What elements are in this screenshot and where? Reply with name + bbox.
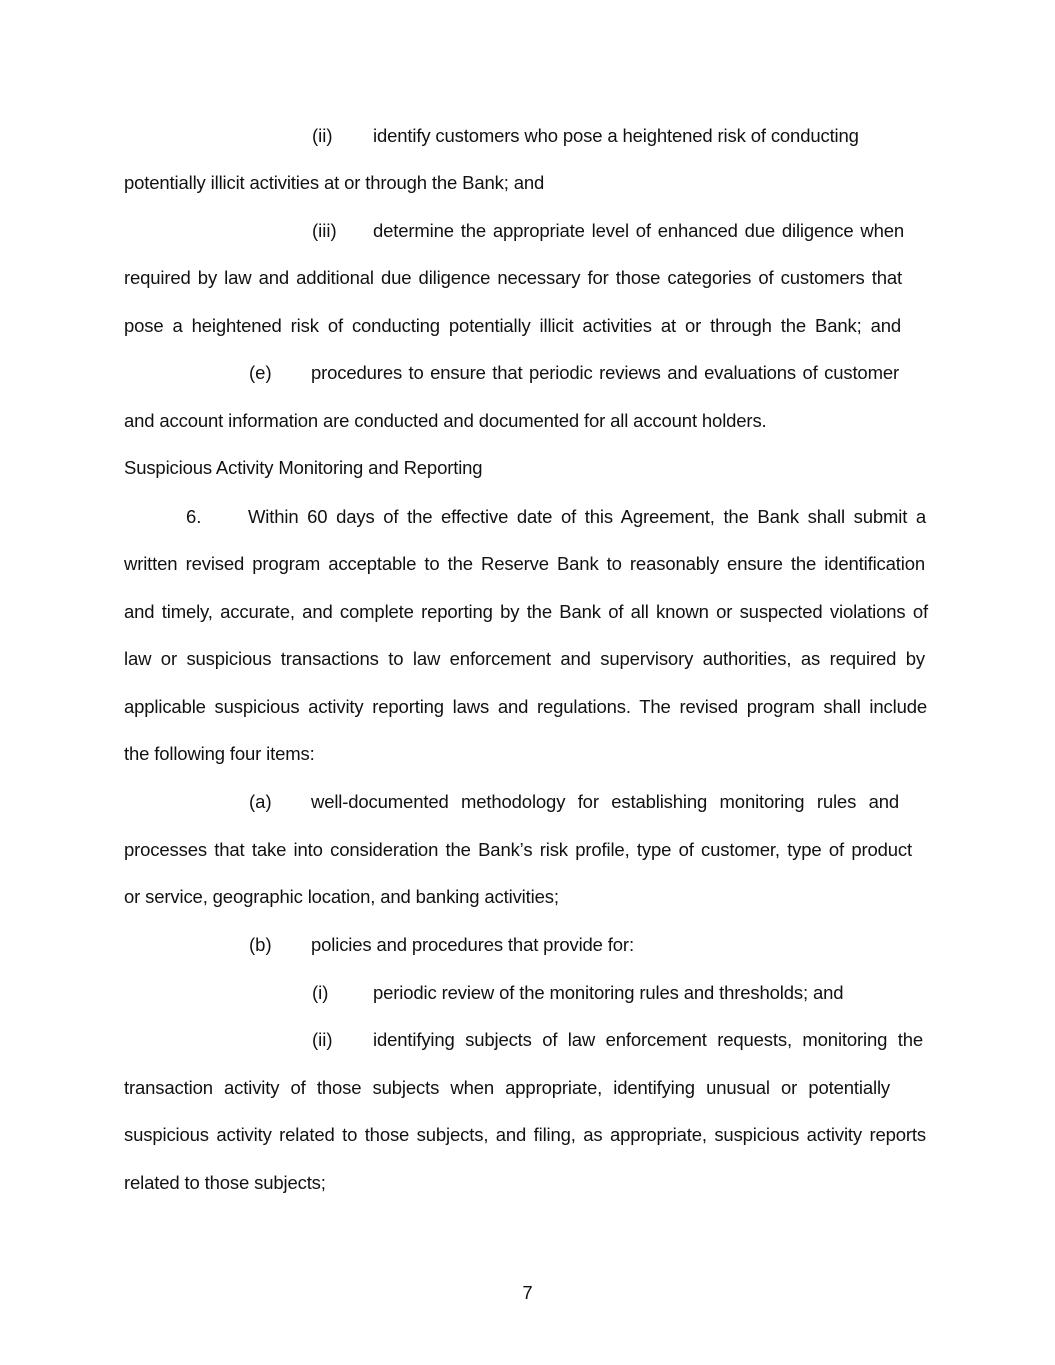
list-marker-e: (e)	[249, 362, 272, 383]
item-b-ii-line-1: identifying subjects of law enforcement requests, monitoring the	[373, 1029, 923, 1050]
list-marker-d-ii: (ii)	[312, 125, 333, 146]
paragraph-number-6: 6.	[186, 506, 202, 527]
item-d-iii-line-2: required by law and additional due diligence necessary for those categories of customers that	[124, 267, 902, 288]
paragraph-6-line-4: law or suspicious transactions to law enforcement and supervisory authorities, as required by	[124, 648, 925, 669]
item-e-line-2: and account information are conducted and documented for all account holders.	[124, 410, 767, 431]
item-e-line-1: procedures to ensure that periodic reviews and evaluations of customer	[311, 362, 899, 383]
item-b-i-line-1: periodic review of the monitoring rules and thresholds; and	[373, 982, 844, 1003]
item-d-iii-line-1: determine the appropriate level of enhanced due diligence when	[373, 220, 904, 241]
list-marker-a: (a)	[249, 791, 272, 812]
paragraph-6-line-6: the following four items:	[124, 743, 315, 764]
item-a-line-1: well-documented methodology for establishing monitoring rules and	[311, 791, 899, 812]
item-b-ii-line-3: suspicious activity related to those subjects, and filing, as appropriate, suspicious activity reports	[124, 1124, 926, 1145]
paragraph-6-line-2: written revised program acceptable to the Reserve Bank to reasonably ensure the identification	[124, 553, 925, 574]
item-b-ii-line-4: related to those subjects;	[124, 1172, 326, 1193]
item-d-ii-line-2: potentially illicit activities at or through the Bank; and	[124, 172, 545, 193]
list-marker-b: (b)	[249, 934, 272, 955]
paragraph-6-line-1: Within 60 days of the effective date of this Agreement, the Bank shall submit a	[248, 506, 926, 527]
paragraph-6-line-5: applicable suspicious activity reporting laws and regulations. The revised program shall include	[124, 696, 927, 717]
paragraph-6-line-3: and timely, accurate, and complete reporting by the Bank of all known or suspected violations of	[124, 601, 928, 622]
list-marker-b-i: (i)	[312, 982, 329, 1003]
item-d-iii-line-3: pose a heightened risk of conducting potentially illicit activities at or through the Bank; and	[124, 315, 901, 336]
item-a-line-3: or service, geographic location, and banking activities;	[124, 886, 559, 907]
list-marker-d-iii: (iii)	[312, 220, 337, 241]
list-marker-b-ii: (ii)	[312, 1029, 333, 1050]
page-number: 7	[522, 1282, 533, 1303]
item-b-ii-line-2: transaction activity of those subjects when appropriate, identifying unusual or potentially	[124, 1077, 890, 1098]
item-d-ii-line-1: identify customers who pose a heightened risk of conducting	[373, 125, 859, 146]
item-a-line-2: processes that take into consideration the Bank’s risk profile, type of customer, type of product	[124, 839, 912, 860]
item-b-line-1: policies and procedures that provide for:	[311, 934, 634, 955]
section-heading: Suspicious Activity Monitoring and Reporting	[124, 457, 483, 478]
